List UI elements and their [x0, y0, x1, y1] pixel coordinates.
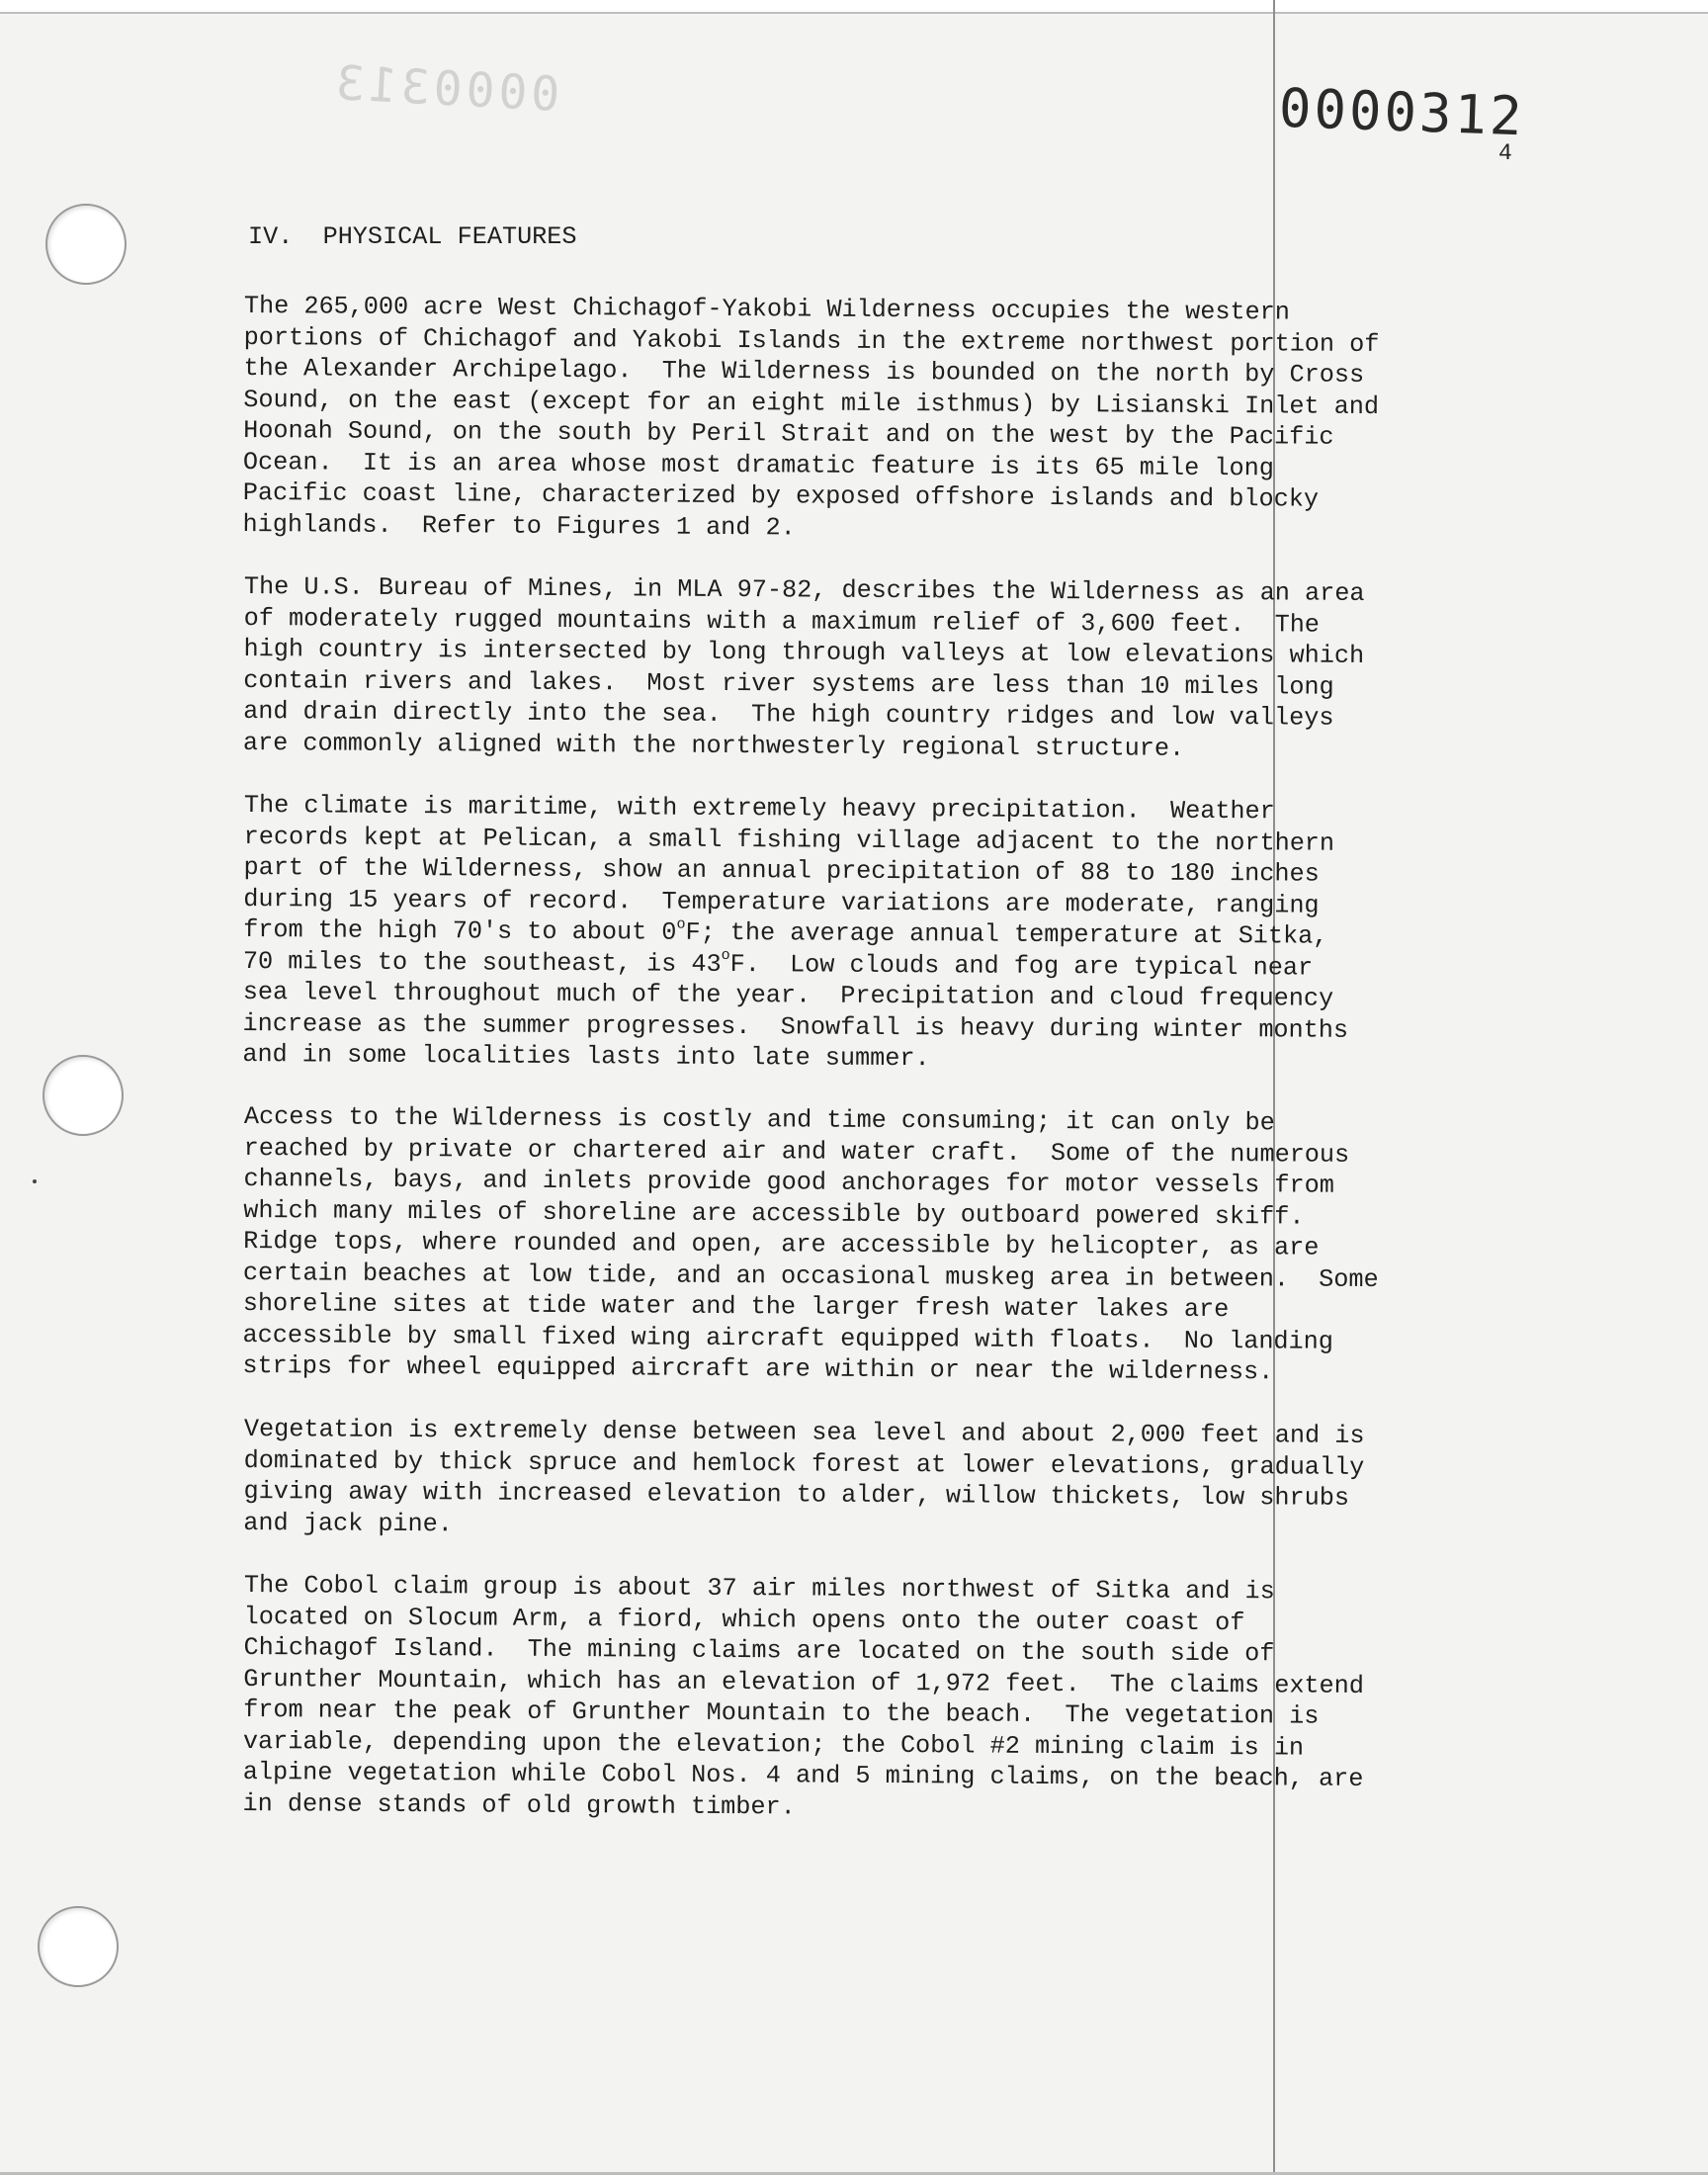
text-segment: F. Low clouds and fog are typical near — [729, 949, 1314, 982]
text-line: alpine vegetation while Cobol Nos. 4 and 5 mining claims, on the beach, are — [242, 1757, 1364, 1793]
paragraph — [243, 571, 1549, 766]
text-line: and drain directly into the sea. The high country ridges and low valleys — [243, 696, 1334, 733]
text-line: Vegetation is extremely dense between sea level and about 2,000 feet and is — [243, 1414, 1365, 1450]
text-line: the Alexander Archipelago. The Wilderness is bounded on the north by Cross — [243, 353, 1365, 390]
text-line: The climate is maritime, with extremely heavy precipitation. Weather — [243, 790, 1275, 826]
paragraphs — [244, 291, 1549, 1819]
text-line: Pacific coast line, characterized by exposed offshore islands and blocky — [242, 478, 1320, 514]
text-line: records kept at Pelican, a small fishing village adjacent to the northern — [243, 821, 1335, 857]
document-body — [244, 221, 1549, 1851]
paragraph — [243, 1414, 1549, 1546]
text-line: Chichagof Island. The mining claims are located on the south side of — [243, 1632, 1275, 1668]
text-line: channels, bays, and inlets provide good anchorages for motor vessels from — [243, 1164, 1334, 1200]
text-line: highlands. Refer to Figures 1 and 2. — [242, 508, 796, 542]
paragraph — [242, 1570, 1549, 1827]
bleed-through-stamp: 0000313 — [330, 55, 561, 123]
text-line: high country is intersected by long through valleys at low elevations which — [243, 634, 1365, 670]
text-line: Ridge tops, where rounded and open, are accessible by helicopter, as are — [243, 1226, 1320, 1262]
text-line: of moderately rugged mountains with a maximum relief of 3,600 feet. The — [243, 602, 1321, 639]
text-line: Access to the Wilderness is costly and time consuming; it can only be — [243, 1102, 1275, 1138]
text-line: during 15 years of record. Temperature variations are moderate, ranging — [243, 883, 1320, 919]
text-line: sea level throughout much of the year. Precipitation and cloud frequency — [242, 977, 1334, 1013]
text-segment: 70 miles to the southeast, is 43 — [242, 945, 722, 978]
text-line: Grunther Mountain, which has an elevation of 1,972 feet. The claims extend — [243, 1663, 1365, 1699]
text-line: The Cobol claim group is about 37 air miles northwest of Sitka and is — [243, 1570, 1275, 1606]
degree-superscript: o — [721, 946, 730, 964]
text-line: part of the Wilderness, show an annual precipitation of 88 to 180 inches — [243, 852, 1320, 889]
text-line: Sound, on the east (except for an eight mile isthmus) by Lisianski Inlet and — [243, 384, 1380, 421]
text-line: Hoonah Sound, on the south by Peril Strait and on the west by the Pacific — [243, 415, 1334, 452]
degree-superscript: o — [676, 914, 686, 932]
section-heading: IV. PHYSICAL FEATURES — [248, 222, 577, 251]
stray-mark — [33, 1179, 37, 1183]
text-line: contain rivers and lakes. Most river systems are less than 10 miles long — [243, 664, 1334, 701]
document-number-stamp: 0000312 — [1277, 76, 1526, 148]
text-line: strips for wheel equipped aircraft are within or near the wilderness. — [242, 1350, 1274, 1387]
punch-hole — [43, 1055, 124, 1136]
text-line: giving away with increased elevation to alder, willow thickets, low shrubs — [243, 1476, 1350, 1513]
page-number: 4 — [1498, 140, 1512, 166]
text-line: Ocean. It is an area whose most dramatic feature is its 65 mile long — [242, 446, 1274, 482]
text-line: reached by private or chartered air and water craft. Some of the numerous — [243, 1133, 1350, 1170]
text-line: in dense stands of old growth timber. — [242, 1787, 796, 1821]
text-line: increase as the summer progresses. Snowfall is heavy during winter months — [242, 1007, 1349, 1044]
text-line: variable, depending upon the elevation; the Cobol #2 mining claim is in — [242, 1725, 1305, 1762]
text-line: accessible by small fixed wing aircraft equipped with floats. No landing — [242, 1320, 1334, 1356]
text-line: shoreline sites at tide water and the larger fresh water lakes are — [242, 1288, 1230, 1325]
punch-hole — [45, 204, 127, 285]
text-line: The U.S. Bureau of Mines, in MLA 97-82, describes the Wilderness as an area — [243, 571, 1365, 608]
text-line: certain beaches at low tide, and an occasional muskeg area in between. Some — [242, 1258, 1379, 1294]
text-line: and jack pine. — [243, 1507, 454, 1538]
text-segment: F; the average annual temperature at Sitka, — [685, 917, 1328, 951]
paragraph — [242, 1101, 1549, 1390]
text-line: are commonly aligned with the northwesterly regional structure. — [242, 727, 1185, 762]
page-top-edge — [0, 0, 1708, 14]
text-segment: from the high 70's to about 0 — [243, 914, 677, 947]
text-line: from near the peak of Grunther Mountain to the beach. The vegetation is — [243, 1695, 1320, 1731]
paragraph — [242, 790, 1549, 1079]
text-line: portions of Chichagof and Yakobi Islands in the extreme northwest portion of — [243, 321, 1380, 359]
text-line: which many miles of shoreline are accessible by outboard powered skiff. — [243, 1195, 1305, 1232]
punch-hole — [38, 1906, 119, 1987]
text-line: dominated by thick spruce and hemlock forest at lower elevations, gradually — [243, 1444, 1365, 1481]
paragraph — [242, 291, 1549, 548]
text-line: located on Slocum Arm, a fiord, which opens onto the outer coast of — [243, 1601, 1245, 1637]
text-line: and in some localities lasts into late summer. — [242, 1039, 930, 1073]
text-line: The 265,000 acre West Chichagof-Yakobi Wilderness occupies the western — [243, 291, 1291, 326]
